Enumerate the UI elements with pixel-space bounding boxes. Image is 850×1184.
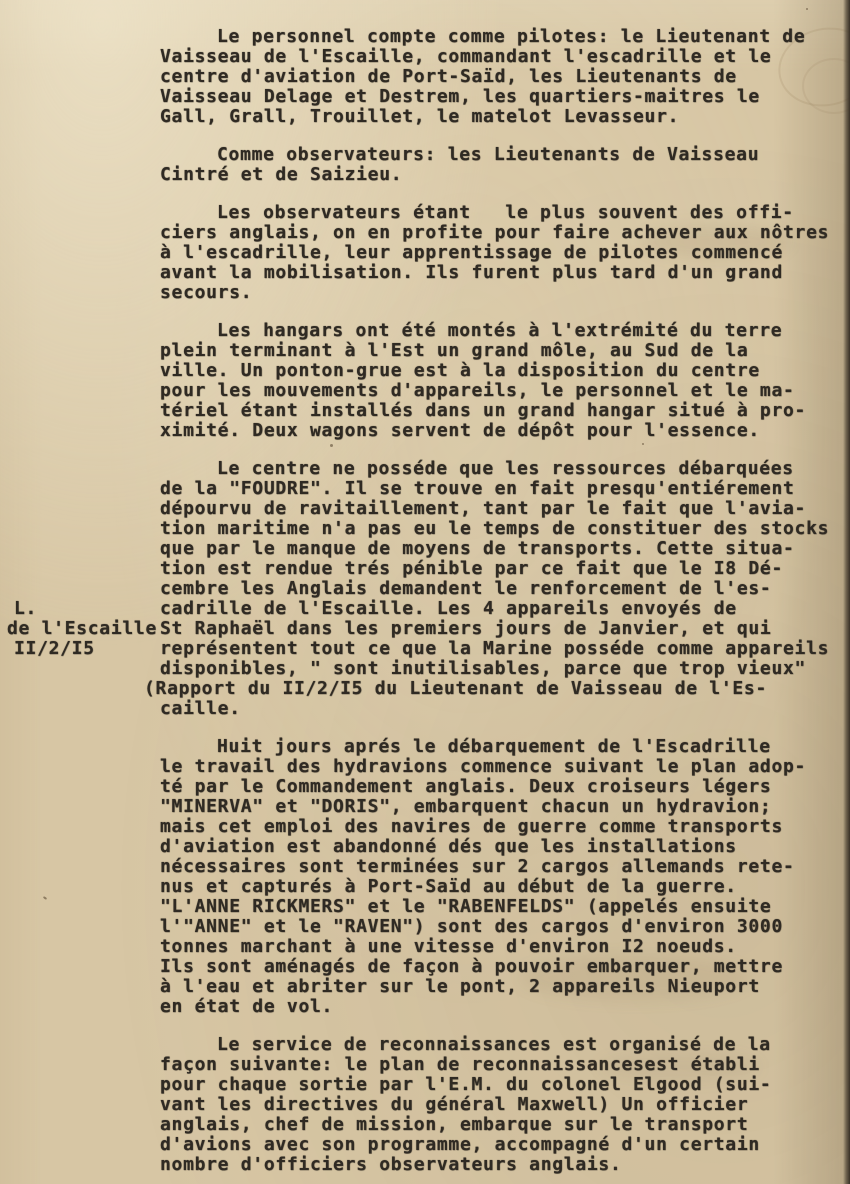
text-line: nus et capturés à Port-Saïd au début de la guerre. — [160, 876, 737, 897]
text-line: caille. — [160, 698, 241, 719]
text-line: Cintré et de Saizieu. — [160, 164, 403, 185]
text-line: nécessaires sont terminées sur 2 cargos allemands rete- — [160, 856, 795, 877]
text-line: en état de vol. — [160, 996, 334, 1017]
text-line: Vaisseau de l'Escaille, commandant l'escadrille et le — [160, 46, 772, 67]
paragraph — [160, 145, 850, 185]
text-line: St Raphaël dans les premiers jours de Janvier, et qui — [160, 618, 772, 639]
text-line: ciers anglais, on en profite pour faire achever aux nôtres — [160, 222, 830, 243]
margin-note: de l'Escaille — [7, 618, 157, 639]
text-line: pour les mouvements d'appareils, le personnel et le ma- — [160, 380, 795, 401]
text-line: d'aviation est abandonné dés que les installations — [160, 836, 737, 857]
text-line: tion est rendue trés pénible par ce fait que le I8 Dé- — [160, 558, 783, 579]
text-line: à l'eau et abriter sur le pont, 2 appareils Nieuport — [160, 976, 760, 997]
text-line: Le service de reconnaissances est organisé de la — [217, 1034, 771, 1055]
paragraph — [160, 27, 850, 127]
text-line: l'"ANNE" et le "RAVEN") sont des cargos d'environ 3000 — [160, 916, 783, 937]
text-line: Huit jours aprés le débarquement de l'Escadrille — [217, 736, 771, 757]
text-line: Les hangars ont été montés à l'extrémité du terre — [217, 320, 783, 341]
text-line: vant les directives du général Maxwell) Un officier — [160, 1094, 749, 1115]
text-line: nombre d'officiers observateurs anglais. — [160, 1154, 622, 1175]
text-line: Les observateurs étant le plus souvent des offi- — [217, 202, 794, 223]
text-line: mais cet emploi des navires de guerre comme transports — [160, 816, 783, 837]
text-line: avant la mobilisation. Ils furent plus tard d'un grand — [160, 262, 783, 283]
text-line: ville. Un ponton-grue est à la disposition du centre — [160, 360, 760, 381]
paragraph — [160, 737, 850, 1017]
paragraph — [144, 458, 850, 719]
text-line: plein terminant à l'Est un grand môle, au Sud de la — [160, 340, 749, 361]
text-line: Gall, Grall, Trouillet, le matelot Levasseur. — [160, 106, 680, 127]
text-line: "L'ANNE RICKMERS" et le "RABENFELDS" (appelés ensuite — [160, 896, 772, 917]
paragraph — [160, 203, 850, 303]
margin-note: II/2/I5 — [14, 638, 95, 659]
text-line: d'avions avec son programme, accompagné d'un certain — [160, 1134, 760, 1155]
text-line: tion maritime n'a pas eu le temps de constituer des stocks — [160, 518, 830, 539]
text-line: ximité. Deux wagons servent de dépôt pour l'essence. — [160, 420, 760, 441]
text-line: disponibles, " sont inutilisables, parce que trop vieux" — [160, 658, 807, 679]
text-line: pour chaque sortie par l'E.M. du colonel Elgood (sui- — [160, 1074, 772, 1095]
text-line: té par le Commandement anglais. Deux croiseurs légers — [160, 776, 772, 797]
text-line: tériel étant installés dans un grand hangar situé à pro- — [160, 400, 807, 421]
text-line: représentent tout ce que la Marine posséde comme appareils — [160, 638, 830, 659]
text-line: Ils sont aménagés de façon à pouvoir embarquer, mettre — [160, 956, 783, 977]
text-line: de la "FOUDRE". Il se trouve en fait presqu'entiérement — [160, 478, 795, 499]
text-line: le travail des hydravions commence suivant le plan adop- — [160, 756, 807, 777]
text-line: cadrille de l'Escaille. Les 4 appareils envoyés de — [160, 598, 737, 619]
text-line: centre d'aviation de Port-Saïd, les Lieutenants de — [160, 66, 737, 87]
text-line: Comme observateurs: les Lieutenants de Vaisseau — [217, 144, 760, 165]
text-line: tonnes marchant à une vitesse d'environ I2 noeuds. — [160, 936, 737, 957]
text-line: (Rapport du II/2/I5 du Lieutenant de Vaisseau de l'Es- — [144, 678, 767, 699]
text-line: Le personnel compte comme pilotes: le Lieutenant de — [217, 26, 806, 47]
text-line: dépourvu de ravitaillement, tant par le fait que l'avia- — [160, 498, 807, 519]
paragraph — [160, 321, 850, 441]
margin-note: L. — [14, 598, 38, 619]
text-line: secours. — [160, 282, 253, 303]
text-line: à l'escadrille, leur apprentissage de pilotes commencé — [160, 242, 783, 263]
paragraph — [160, 1035, 850, 1175]
text-line: anglais, chef de mission, embarque sur le transport — [160, 1114, 749, 1135]
text-line: que par le manque de moyens de transports. Cette situa- — [160, 538, 795, 559]
page-edge-shadow — [843, 0, 850, 1184]
text-line: Le centre ne posséde que les ressources débarquées — [217, 458, 794, 479]
text-line: cembre les Anglais demandent le renforcement de l'es- — [160, 578, 772, 599]
text-line: Vaisseau Delage et Destrem, les quartiers-maitres le — [160, 86, 760, 107]
text-line: façon suivante: le plan de reconnaissancesest établi — [160, 1054, 760, 1075]
text-line: "MINERVA" et "DORIS", embarquent chacun un hydravion; — [160, 796, 772, 817]
